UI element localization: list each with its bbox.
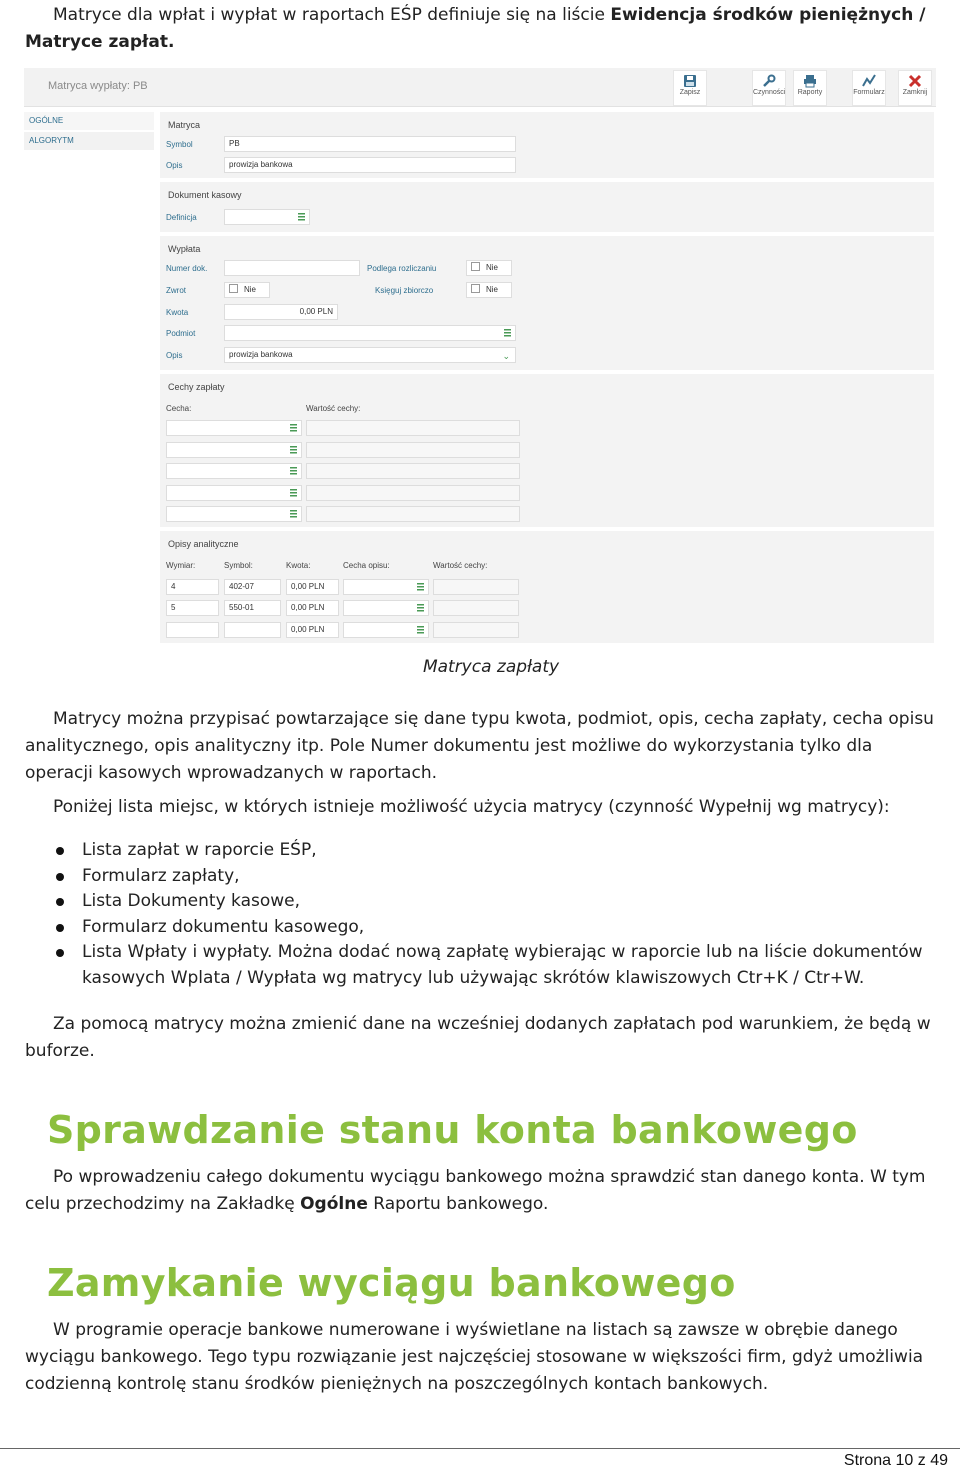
close-icon [908,74,922,88]
intro-bold-path: Ewidencja środków pieniężnych / Matryce zapłat. [25,5,926,52]
page-number: Strona 10 z 49 [843,1452,948,1469]
sidebar-item-general[interactable]: OGÓLNE [24,112,154,130]
paragraph-text: Po wprowadzeniu całego dokumentu wyciągu bankowego można sprawdzić stan danego konta. W tym celu przechodzimy na Zakładkę [25,1167,926,1214]
feature-select[interactable] [166,506,302,522]
column-header: Wymiar: [166,561,196,570]
section-matrix [160,112,934,178]
list-item: Lista Wpłaty i wypłaty. Można dodać nową zapłatę wybierając w raporcie lub na liście dokumentów kasowych Wplata / Wypłata wg matrycy lub używając skrótów klawiszowych Ctr+K / Ctr+W. [25,940,935,991]
subject-select[interactable] [224,325,516,341]
description-feature-select[interactable] [343,600,429,616]
section-title: Matryca [168,120,201,130]
list-icon [290,424,297,432]
dimension-input[interactable]: 5 [166,600,219,616]
refund-label: Zwrot [166,286,186,295]
section-title: Dokument kasowy [168,190,242,200]
reports-label: Raporty [797,89,823,96]
settlement-label: Podlega rozliczaniu [367,264,437,273]
column-header: Kwota: [286,561,311,570]
column-header: Symbol: [224,561,253,570]
usage-list [25,838,935,991]
column-header: Cecha opisu: [343,561,390,570]
save-label: Zapisz [679,89,701,96]
feature-value-input[interactable] [306,463,520,479]
printer-icon [803,74,817,88]
description-feature-select[interactable] [343,579,429,595]
save-icon [683,74,697,88]
amount-input[interactable]: 0,00 PLN [286,579,339,595]
settlement-checkbox[interactable] [466,260,512,276]
section-analytic-descriptions [160,531,934,643]
actions-label: Czynności [753,89,786,96]
paragraph-matrix-data: Matrycy można przypisać powtarzające się dane typu kwota, podmiot, opis, cecha zapłaty, cecha opisu analitycznego, opis analityczny itp. Pole Numer dokumentu jest możliwe do wykorzystania tylko dla operacji kasowych wprowadzanych w raportach. [25,709,934,783]
list-item: Lista zapłat w raporcie EŚP, [25,838,935,864]
list-icon [417,604,424,612]
paragraph-bank-balance [25,1164,935,1218]
description-label: Opis [166,161,183,170]
column-header: Wartość cechy: [433,561,488,570]
checkbox-icon [471,262,480,271]
list-icon [417,583,424,591]
paragraph-close-statement: W programie operacje bankowe numerowane i wyświetlane na listach są zawsze w obrębie danego wyciągu bankowego. Tego typu rozwiązanie jest najczęściej stosowane w większości firm, gdyż umożliwia codzienną kontrolę stanu środków pieniężnych na poszczególnych kontach bankowych. [25,1320,924,1394]
payout-description-select[interactable] [224,347,516,363]
form-header [24,68,936,107]
description-feature-value[interactable] [433,579,519,595]
refund-checkbox[interactable] [224,282,270,298]
amount-input[interactable]: 0,00 PLN [224,304,338,320]
paragraph-usage-places: Poniżej lista miejsc, w których istnieje możliwość użycia matrycy (czynność Wypełnij wg matrycy): [53,797,890,817]
form-button[interactable] [852,70,886,106]
list-item: Formularz dokumentu kasowego, [25,915,935,941]
amount-input[interactable]: 0,00 PLN [286,600,339,616]
checkbox-icon [229,284,238,293]
feature-label: Cecha: [166,404,192,413]
section-payment-features [160,374,934,527]
list-icon [290,489,297,497]
payout-description-label: Opis [166,351,183,360]
symbol-input[interactable]: PB [224,136,516,152]
list-icon [298,213,305,221]
heading-close-statement: Zamykanie wyciągu bankowego [47,1261,736,1305]
section-payout [160,236,934,370]
refund-value: Nie [244,285,257,294]
definition-label: Definicja [166,213,197,222]
figure-caption: Matryca zapłaty [422,657,560,677]
list-item: Lista Dokumenty kasowe, [25,889,935,915]
close-label: Zamknij [902,89,928,96]
list-icon [417,626,424,634]
section-title: Wypłata [168,244,201,254]
feature-select[interactable] [166,420,302,436]
paragraph-buffer: Za pomocą matrycy można zmienić dane na wcześniej dodanych zapłatach pod warunkiem, że będą w buforze. [25,1014,931,1061]
feature-select[interactable] [166,485,302,501]
intro-text: Matryce dla wpłat i wypłat w raportach EŚP definiuje się na liście [53,5,611,25]
feature-select[interactable] [166,442,302,458]
checkbox-icon [471,284,480,293]
post-collectively-checkbox[interactable] [466,282,512,298]
description-feature-value[interactable] [433,622,519,638]
close-button[interactable] [898,70,932,106]
amount-input[interactable]: 0,00 PLN [286,622,339,638]
general-tab-name: Ogólne [300,1194,368,1214]
definition-select[interactable] [224,209,310,225]
section-cash-document [160,182,934,232]
dimension-input[interactable] [166,622,219,638]
paragraph-text: Raportu bankowego. [367,1194,549,1214]
reports-button[interactable] [793,70,827,106]
post-collectively-label: Księguj zbiorczo [375,286,434,295]
form-sidebar [24,112,154,152]
list-icon [290,446,297,454]
symbol-input[interactable]: 402-07 [224,579,281,595]
feature-value-input[interactable] [306,420,520,436]
save-button[interactable] [673,70,707,106]
feature-value-input[interactable] [306,442,520,458]
subject-label: Podmiot [166,329,196,338]
post-collectively-value: Nie [486,285,499,294]
footer-divider [0,1448,960,1449]
dimension-input[interactable]: 4 [166,579,219,595]
form-title: Matryca wypłaty: PB [48,80,148,92]
payout-description-value: prowizja bankowa [229,350,293,359]
description-feature-select[interactable] [343,622,429,638]
list-item: Formularz zapłaty, [25,864,935,890]
list-icon [290,510,297,518]
feature-value-input[interactable] [306,506,520,522]
symbol-input[interactable]: 550-01 [224,600,281,616]
doc-number-label: Numer dok. [166,264,208,273]
feature-select[interactable] [166,463,302,479]
section-title: Opisy analityczne [168,539,239,549]
heading-bank-balance: Sprawdzanie stanu konta bankowego [47,1108,858,1152]
wrench-icon [762,74,776,88]
feature-value-input[interactable] [306,485,520,501]
description-feature-value[interactable] [433,600,519,616]
actions-button[interactable] [752,70,786,106]
intro-paragraph [25,2,935,56]
list-icon [290,467,297,475]
doc-number-input[interactable] [224,260,360,276]
chart-icon [862,74,876,88]
symbol-input[interactable] [224,622,281,638]
form-label: Formularz [853,89,885,96]
feature-value-label: Wartość cechy: [306,404,361,413]
sidebar-item-algorithm[interactable]: ALGORYTM [24,132,154,150]
description-input[interactable]: prowizja bankowa [224,157,516,173]
amount-label: Kwota [166,308,189,317]
symbol-label: Symbol [166,140,193,149]
list-icon [504,329,511,337]
section-title: Cechy zapłaty [168,382,225,392]
settlement-value: Nie [486,263,499,272]
matrix-form-screenshot [24,68,936,644]
chevron-down-icon: ⌄ [502,351,510,361]
